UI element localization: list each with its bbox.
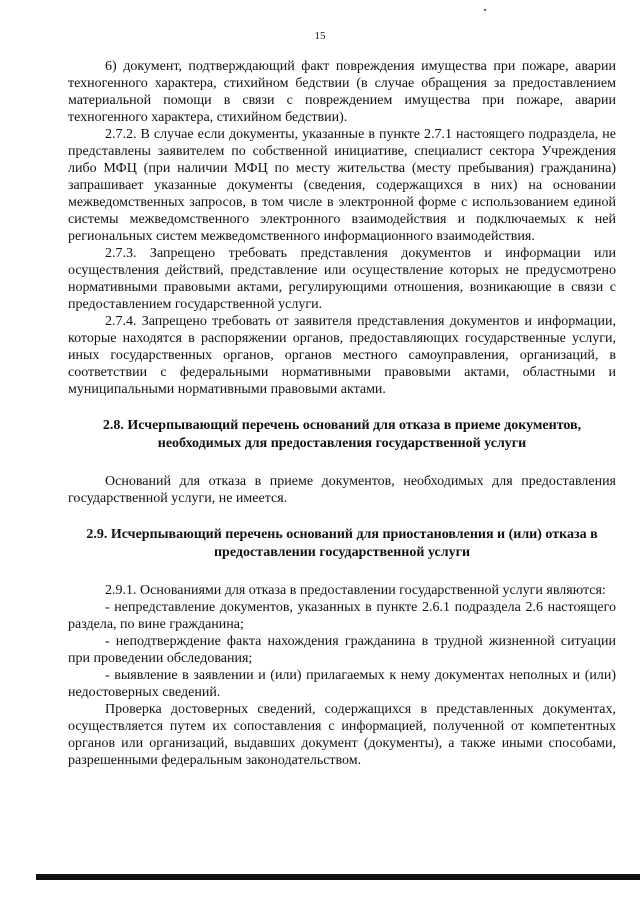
- page-number: 15: [314, 30, 326, 42]
- paragraph-2-8-text: Оснований для отказа в приеме документов, необходимых для предоставления государственной услуги, не имеется.: [68, 474, 616, 506]
- scan-speck: [484, 9, 486, 11]
- section-heading-2-9: 2.9. Исчерпывающий перечень оснований для приостановления и (или) отказа в предоставлении государственной услуги: [86, 527, 598, 560]
- list-item: - непредставление документов, указанных в пункте 2.6.1 подраздела 2.6 настоящего раздела, по вине гражданина;: [68, 600, 616, 632]
- paragraph-2-7-4: 2.7.4. Запрещено требовать от заявителя представления документов и информации, которые находятся в распоряжении органов, предоставляющих государственные услуги, иных государственных органов, органов местного самоуправления, организаций, в соответствии с федеральными нормативными правовыми актами, областными и муниципальными нормативными правовыми актами.: [68, 314, 616, 397]
- section-heading-2-8: 2.8. Исчерпывающий перечень оснований для отказа в приеме документов, необходимых для предоставления государственной услуги: [102, 418, 582, 451]
- paragraph-2-9-1: 2.9.1. Основаниями для отказа в предоставлении государственной услуги являются:: [105, 583, 606, 598]
- list-item: - неподтверждение факта нахождения гражданина в трудной жизненной ситуации при проведении обследования;: [68, 634, 616, 666]
- paragraph-2-7-3: 2.7.3. Запрещено требовать представления документов и информации или осуществления действий, представление или осуществление которых не предусмотрено нормативными правовыми актами, регулирующими отношения, возникающие в связи с предоставлением государственной услуги.: [68, 246, 616, 312]
- bottom-scan-bar: [36, 874, 640, 880]
- paragraph-verification: Проверка достоверных сведений, содержащихся в представленных документах, осуществляется путем их сопоставления с информацией, полученной от компетентных органов или организаций, выдавших документ (документы), а также иными способами, разрешенными федеральным законодательством.: [68, 702, 616, 768]
- list-item: - выявление в заявлении и (или) прилагаемых к нему документах неполных и (или) недостоверных сведений.: [68, 668, 616, 700]
- document-body: [68, 58, 616, 769]
- paragraph-2-7-2: 2.7.2. В случае если документы, указанные в пункте 2.7.1 настоящего подраздела, не представлены заявителем по собственной инициативе, специалист сектора Учреждения либо МФЦ (при наличии МФЦ по месту жительства (месту пребывания) гражданина) запрашивает указанные документы (сведения, содержащихся в них) на основании межведомственных запросов, в том числе в электронной форме с использованием единой системы межведомственного электронного взаимодействия и подключаемых к ней региональных систем межведомственного информационного взаимодействия.: [68, 127, 616, 244]
- paragraph-item-6: 6) документ, подтверждающий факт повреждения имущества при пожаре, аварии техногенного характера, стихийном бедствии (в случае обращения за предоставлением материальной помощи в связи с повреждением имущества при пожаре, аварии техногенного характера, стихийном бедствии).: [68, 59, 616, 125]
